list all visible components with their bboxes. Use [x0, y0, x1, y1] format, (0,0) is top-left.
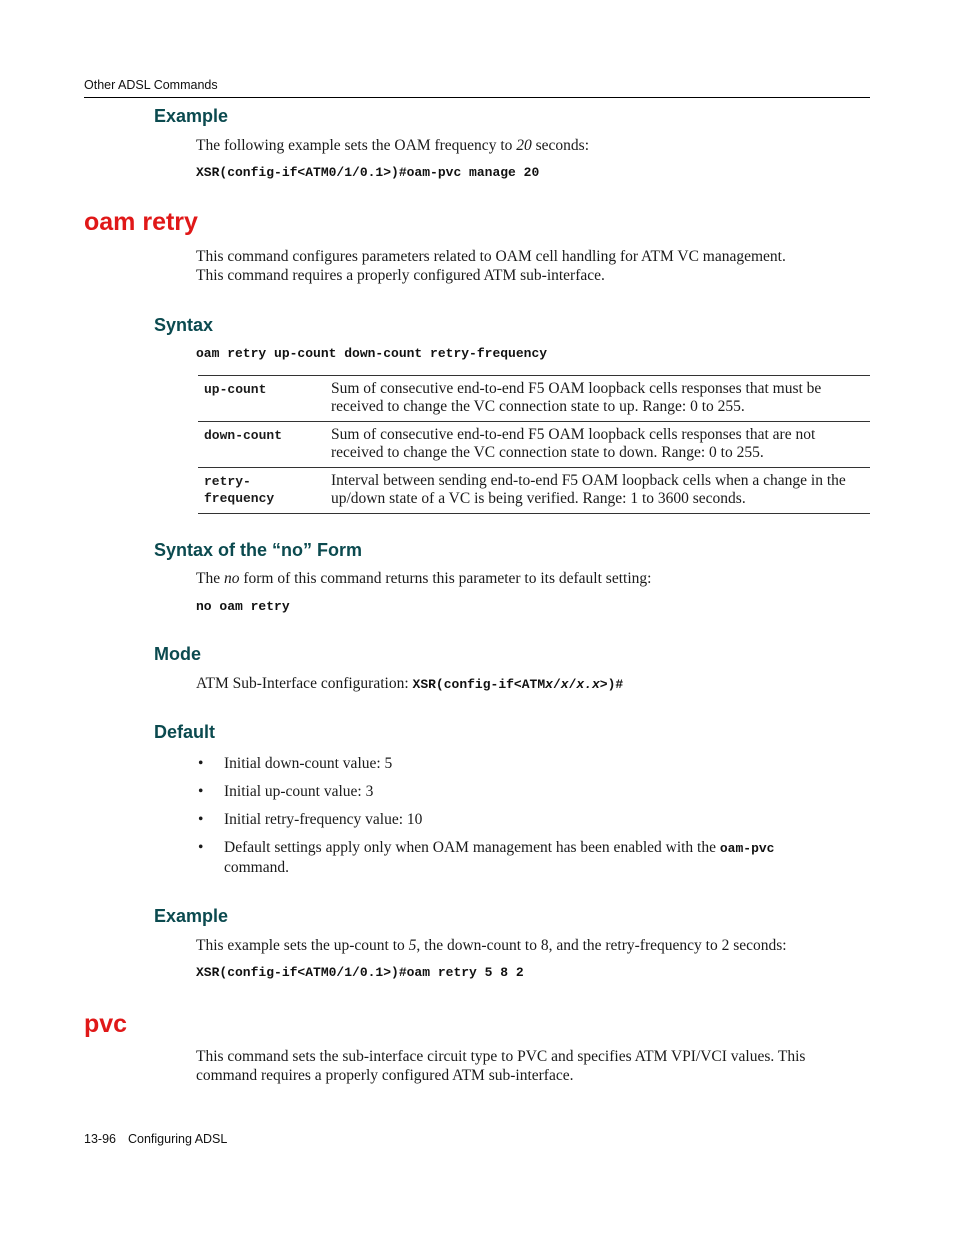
example2-text — [196, 936, 787, 955]
example-text-value: 20 — [516, 137, 532, 154]
list-item-text: command. — [224, 859, 289, 876]
param-description: Interval between sending end-to-end F5 OAM loopback cells when a change in the up/down state of a VC is being verified. Range: 1 to 3600 seconds. — [325, 468, 870, 514]
param-name-line: frequency — [204, 491, 275, 506]
example-text — [196, 136, 589, 155]
bullet: • — [198, 839, 204, 856]
description-line: This command requires a properly configured ATM sub-interface. — [196, 267, 605, 284]
example2-text-part: This example sets the up-count to — [196, 937, 409, 954]
default-heading: Default — [154, 722, 216, 742]
syntax-heading: Syntax — [154, 315, 214, 335]
mode-heading: Mode — [154, 644, 201, 664]
page-footer — [84, 1132, 227, 1146]
header-rule — [84, 97, 870, 98]
param-name-line: retry- — [204, 474, 251, 489]
pvc-title: pvc — [84, 1010, 128, 1038]
bullet: • — [198, 783, 204, 800]
mode-prompt-part: / — [552, 677, 561, 692]
example-text-part: seconds: — [531, 137, 590, 154]
example2-text-value: 5 — [408, 937, 417, 954]
list-item — [196, 782, 856, 801]
no-form-text-italic: no — [223, 570, 240, 587]
no-form-text-part: form of this command returns this parameter to its default setting: — [239, 570, 652, 587]
list-item-code: oam-pvc — [719, 841, 775, 856]
param-name: down-count — [198, 422, 325, 468]
mode-prompt-part: XSR(config-if<ATM — [412, 677, 546, 692]
param-name — [198, 468, 325, 514]
table-row — [198, 376, 870, 422]
example2-text-part: , the down-count to 8, and the retry-frequency to 2 seconds: — [416, 937, 787, 954]
description-line: command requires a properly configured ATM sub-interface. — [196, 1067, 574, 1084]
running-header: Other ADSL Commands — [84, 78, 218, 92]
mode-text — [196, 674, 623, 694]
param-name: up-count — [198, 376, 325, 422]
param-description: Sum of consecutive end-to-end F5 OAM loopback cells responses that are not received to change the VC connection state to down. Range: 0 to 255. — [325, 422, 870, 468]
bullet: • — [198, 755, 204, 772]
page-number: 13-96 — [84, 1132, 116, 1146]
example-text-part: The following example sets the OAM frequency to — [196, 137, 517, 154]
list-item-text: Default settings apply only when OAM management has been enabled with the — [224, 839, 720, 856]
list-item-text: Initial up-count value: 3 — [224, 783, 374, 800]
mode-label: ATM Sub-Interface configuration: — [196, 675, 413, 692]
bullet: • — [198, 811, 204, 828]
example-code: XSR(config-if<ATM0/1/0.1>)#oam-pvc manage 20 — [196, 165, 540, 180]
chapter-title: Configuring ADSL — [127, 1132, 228, 1146]
param-description: Sum of consecutive end-to-end F5 OAM loopback cells responses that must be received to change the VC connection state to up. Range: 0 to 255. — [325, 376, 870, 422]
mode-prompt — [413, 677, 624, 692]
mode-prompt-part: / — [568, 677, 577, 692]
example2-code: XSR(config-if<ATM0/1/0.1>)#oam retry 5 8 2 — [196, 965, 524, 980]
mode-prompt-var: x — [545, 677, 553, 692]
list-item — [196, 810, 856, 829]
no-form-heading: Syntax of the “no” Form — [154, 540, 363, 560]
no-form-code: no oam retry — [196, 599, 290, 614]
mode-prompt-var: x.x — [576, 677, 600, 692]
command-title: oam retry — [84, 208, 198, 236]
list-item-text: Initial retry-frequency value: 10 — [224, 811, 423, 828]
no-form-text-part: The — [196, 570, 224, 587]
default-list — [196, 754, 856, 886]
example2-heading: Example — [154, 906, 229, 926]
command-description — [196, 247, 786, 285]
list-item-text: Initial down-count value: 5 — [224, 755, 393, 772]
pvc-description — [196, 1047, 805, 1085]
table-row — [198, 422, 870, 468]
description-line: This command sets the sub-interface circuit type to PVC and specifies ATM VPI/VCI values. This — [196, 1048, 806, 1065]
no-form-text — [196, 569, 651, 588]
list-item — [196, 838, 856, 877]
parameters-table — [198, 375, 870, 514]
description-line: This command configures parameters related to OAM cell handling for ATM VC management. — [196, 248, 786, 265]
list-item — [196, 754, 856, 773]
mode-prompt-var: x — [560, 677, 569, 692]
example-heading: Example — [154, 106, 229, 126]
table-row — [198, 468, 870, 514]
syntax-code: oam retry up-count down-count retry-frequency — [196, 346, 548, 361]
mode-prompt-part: >)# — [599, 677, 624, 692]
